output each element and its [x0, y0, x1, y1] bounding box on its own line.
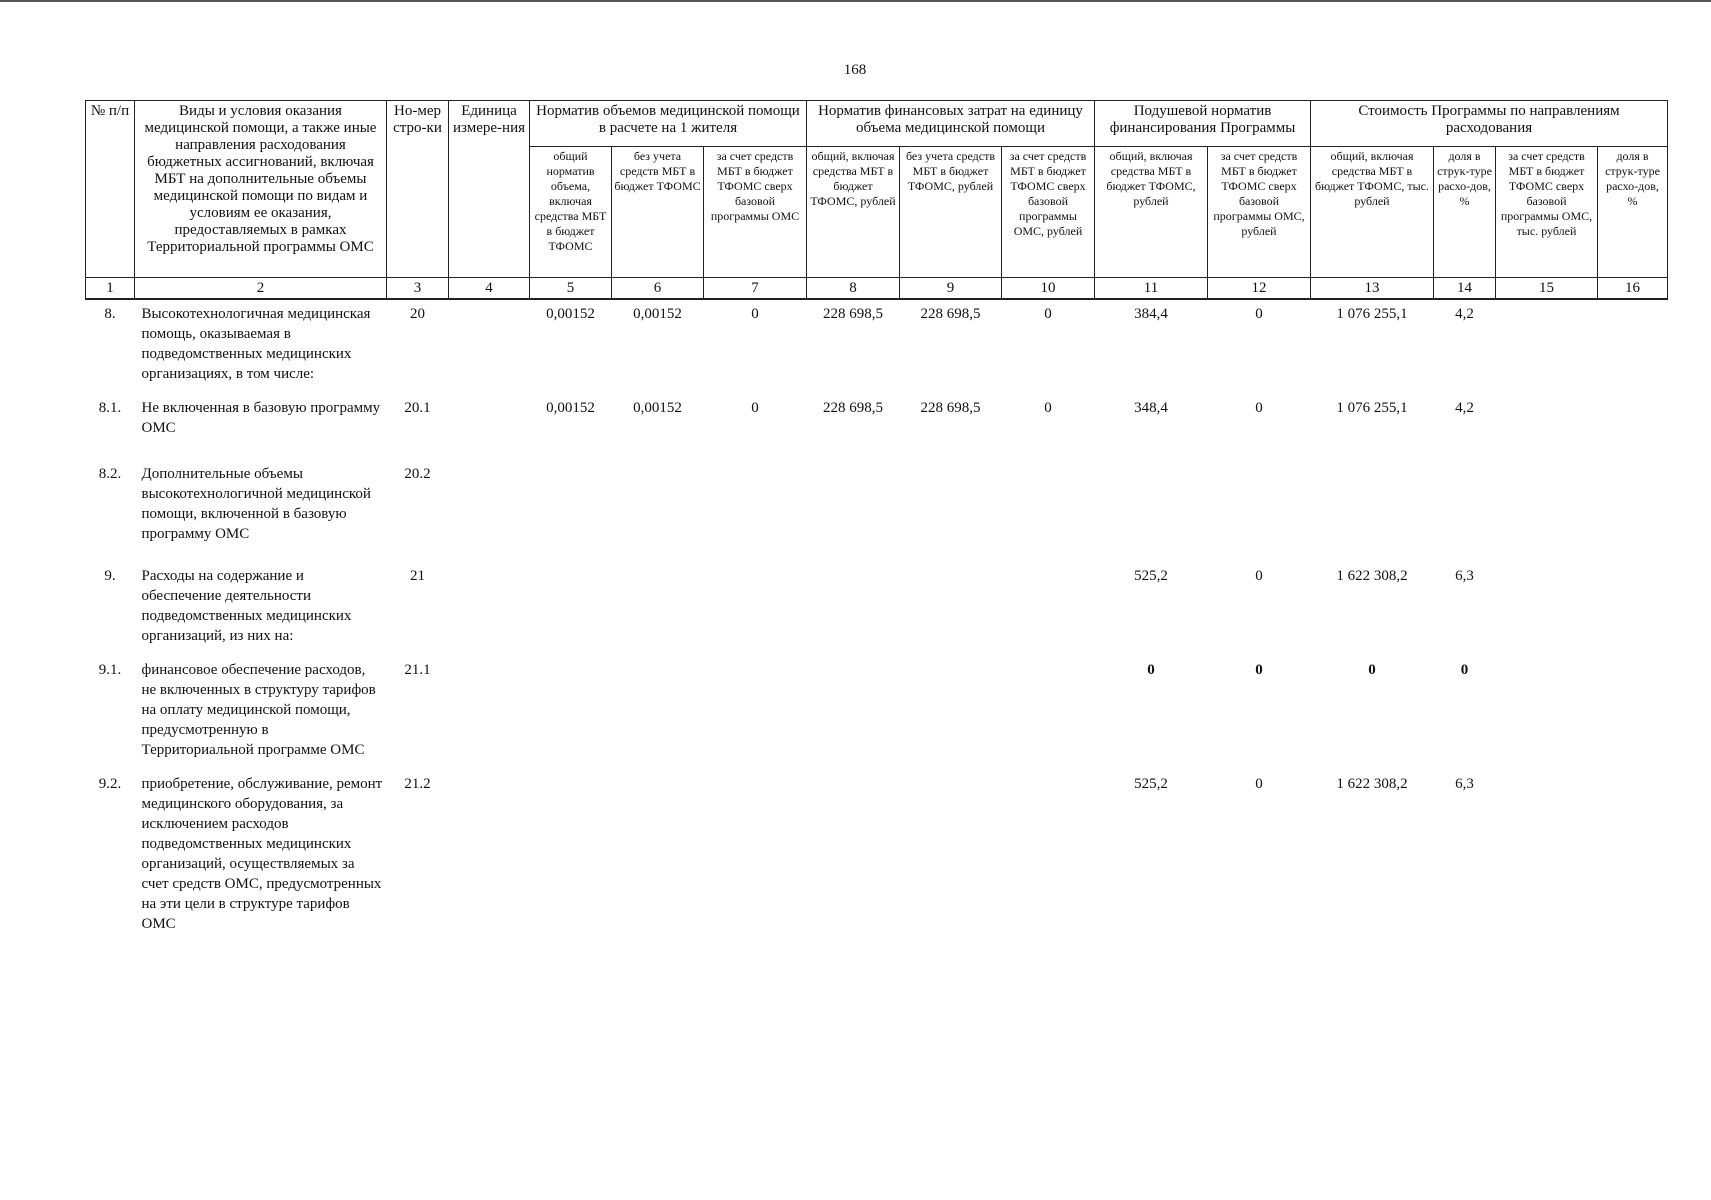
row-description: Не включенная в базовую программу ОМС — [141, 400, 381, 436]
cell-col-7 — [704, 654, 807, 768]
table-row — [86, 768, 1668, 942]
cell-col-11: 525,2 — [1134, 776, 1168, 792]
cell-col-5 — [530, 768, 612, 942]
row-number: 8.1. — [98, 400, 122, 416]
cell-col-8 — [807, 458, 900, 560]
cell-col-6 — [612, 654, 704, 768]
cell-col-6 — [612, 768, 704, 942]
column-number: 16 — [1598, 278, 1668, 300]
cell-col-14: 4,2 — [1455, 306, 1474, 322]
column-number: 3 — [387, 278, 449, 300]
column-number: 5 — [530, 278, 612, 300]
table-row — [86, 458, 1668, 560]
cell-col-5 — [530, 654, 612, 768]
column-number: 12 — [1208, 278, 1311, 300]
cell-col-14: 4,2 — [1455, 400, 1474, 416]
cell-col-7 — [704, 458, 807, 560]
row-description: Дополнительные объемы высокотехнологичной медицинской помощи, включенной в базовую программу ОМС — [141, 466, 371, 542]
row-number: 8. — [104, 306, 116, 322]
row-line-number: 21 — [410, 568, 425, 584]
cell-col-16 — [1598, 768, 1668, 942]
table-row — [86, 560, 1668, 654]
column-number: 6 — [612, 278, 704, 300]
cell-col-6: 0,00152 — [633, 400, 682, 416]
cell-col-16 — [1598, 560, 1668, 654]
header-col-16: доля в струк-туре расхо-дов, % — [1598, 147, 1668, 278]
cell-col-10 — [1002, 654, 1095, 768]
header-col-7: за счет средств МБТ в бюджет ТФОМС сверх базовой программы ОМС — [704, 147, 807, 278]
cell-col-15 — [1496, 392, 1598, 458]
row-description: финансовое обеспечение расходов, не включенных в структуру тарифов на оплату медицинской помощи, предусмотренную в Территориальной программе ОМС — [141, 662, 376, 758]
table-row — [86, 392, 1668, 458]
cell-col-15 — [1496, 560, 1598, 654]
cell-col-9: 228 698,5 — [920, 400, 981, 416]
cell-col-8 — [807, 768, 900, 942]
table-row — [86, 654, 1668, 768]
row-description: приобретение, обслуживание, ремонт медицинского оборудования, за исключением расходов подведомственных медицинских организаций, осуществляемых за счет средств ОМС, предусмотренных на эти цели в структуре тарифов ОМС — [141, 776, 383, 932]
header-group-program-cost: Стоимость Программы по направлениям расходования — [1311, 101, 1668, 147]
cell-col-13: 1 622 308,2 — [1336, 568, 1408, 584]
cell-col-10 — [1002, 458, 1095, 560]
cell-col-16 — [1598, 654, 1668, 768]
cell-col-7 — [704, 768, 807, 942]
cell-col-14: 6,3 — [1455, 776, 1474, 792]
cell-col-15 — [1496, 654, 1598, 768]
cell-col-8: 228 698,5 — [823, 400, 883, 416]
cell-col-12 — [1208, 458, 1311, 560]
cell-col-13: 1 076 255,1 — [1336, 306, 1408, 322]
header-col-12: за счет средств МБТ в бюджет ТФОМС сверх базовой программы ОМС, рублей — [1208, 147, 1311, 278]
row-line-number: 20.1 — [404, 400, 431, 416]
header-number: № п/п — [86, 101, 135, 278]
column-number: 11 — [1095, 278, 1208, 300]
header-col-11: общий, включая средства МБТ в бюджет ТФОМС, рублей — [1095, 147, 1208, 278]
cell-col-7 — [704, 560, 807, 654]
cell-col-16 — [1598, 458, 1668, 560]
cell-col-15 — [1496, 299, 1598, 392]
row-line-number: 20 — [410, 306, 425, 322]
header-row-groups — [86, 101, 1668, 147]
cell-col-12: 0 — [1255, 662, 1263, 678]
cell-col-14 — [1434, 458, 1496, 560]
header-col-10: за счет средств МБТ в бюджет ТФОМС сверх базовой программы ОМС, рублей — [1002, 147, 1095, 278]
column-number: 15 — [1496, 278, 1598, 300]
cell-col-14: 0 — [1460, 662, 1469, 678]
scan-top-border — [0, 0, 1711, 2]
header-row-column-numbers — [86, 278, 1668, 300]
column-number: 14 — [1434, 278, 1496, 300]
row-number: 9.2. — [98, 776, 122, 792]
column-number: 4 — [449, 278, 530, 300]
row-line-number: 21.1 — [404, 662, 431, 678]
header-group-per-capita: Подушевой норматив финансирования Программы — [1095, 101, 1311, 147]
cell-col-11: 384,4 — [1134, 306, 1168, 322]
row-unit — [449, 654, 530, 768]
cell-col-10 — [1002, 560, 1095, 654]
row-description: Расходы на содержание и обеспечение деятельности подведомственных медицинских организаций, из них на: — [141, 568, 352, 644]
cell-col-14: 6,3 — [1455, 568, 1474, 584]
cell-col-10 — [1002, 768, 1095, 942]
cell-col-10: 0 — [1044, 400, 1052, 416]
header-col-5: общий норматив объема, включая средства МБТ в бюджет ТФОМС — [530, 147, 612, 278]
column-number: 7 — [704, 278, 807, 300]
cell-col-13 — [1311, 458, 1434, 560]
header-care-types: Виды и условия оказания медицинской помощи, а также иные направления расходования бюджетных ассигнований, включая МБТ на дополнительные объемы медицинской помощи по видам и условиям ее оказания, предоставляемых в рамках Территориальной программы ОМС — [135, 101, 387, 278]
cell-col-5: 0,00152 — [546, 400, 595, 416]
header-col-15: за счет средств МБТ в бюджет ТФОМС сверх базовой программы ОМС, тыс. рублей — [1496, 147, 1598, 278]
column-number: 8 — [807, 278, 900, 300]
cell-col-12: 0 — [1255, 776, 1263, 792]
page-number: 168 — [843, 62, 867, 78]
cell-col-7: 0 — [751, 306, 759, 322]
column-number: 2 — [135, 278, 387, 300]
cell-col-15 — [1496, 458, 1598, 560]
cell-col-5: 0,00152 — [546, 306, 595, 322]
cell-col-10: 0 — [1044, 306, 1052, 322]
header-col-8: общий, включая средства МБТ в бюджет ТФОМС, рублей — [807, 147, 900, 278]
row-number: 8.2. — [98, 466, 122, 482]
header-col-14: доля в струк-туре расхо-дов, % — [1434, 147, 1496, 278]
cell-col-16 — [1598, 392, 1668, 458]
row-line-number: 21.2 — [404, 776, 431, 792]
row-line-number: 20.2 — [404, 466, 431, 482]
cell-col-7: 0 — [751, 400, 759, 416]
header-col-6: без учета средств МБТ в бюджет ТФОМС — [612, 147, 704, 278]
row-unit — [449, 458, 530, 560]
cell-col-13: 0 — [1368, 662, 1376, 678]
cell-col-12: 0 — [1255, 400, 1263, 416]
cell-col-9 — [900, 654, 1002, 768]
cell-col-11: 348,4 — [1134, 400, 1168, 416]
program-cost-table — [85, 100, 1668, 942]
cell-col-13: 1 076 255,1 — [1336, 400, 1408, 416]
table-row — [86, 299, 1668, 392]
cell-col-6: 0,00152 — [633, 306, 682, 322]
cell-col-8 — [807, 560, 900, 654]
cell-col-11 — [1095, 458, 1208, 560]
cell-col-9: 228 698,5 — [920, 306, 981, 322]
row-unit — [449, 299, 530, 392]
column-number: 10 — [1002, 278, 1095, 300]
cell-col-16 — [1598, 299, 1668, 392]
cell-col-5 — [530, 560, 612, 654]
cell-col-9 — [900, 458, 1002, 560]
cell-col-8 — [807, 654, 900, 768]
column-number: 13 — [1311, 278, 1434, 300]
header-line-number: Но-мер стро-ки — [387, 101, 449, 278]
row-unit — [449, 560, 530, 654]
row-number: 9.1. — [98, 662, 122, 678]
header-col-9: без учета средств МБТ в бюджет ТФОМС, рублей — [900, 147, 1002, 278]
cell-col-11: 525,2 — [1134, 568, 1168, 584]
row-number: 9. — [104, 568, 116, 584]
cell-col-12: 0 — [1255, 306, 1263, 322]
cell-col-13: 1 622 308,2 — [1336, 776, 1408, 792]
row-description: Высокотехнологичная медицинская помощь, оказываемая в подведомственных медицинских организациях, в том числе: — [141, 306, 371, 382]
cell-col-15 — [1496, 768, 1598, 942]
header-unit: Единица измере-ния — [449, 101, 530, 278]
cell-col-9 — [900, 560, 1002, 654]
header-col-13: общий, включая средства МБТ в бюджет ТФОМС, тыс. рублей — [1311, 147, 1434, 278]
header-group-volume-norm: Норматив объемов медицинской помощи в расчете на 1 жителя — [530, 101, 807, 147]
cell-col-9 — [900, 768, 1002, 942]
cell-col-8: 228 698,5 — [823, 306, 883, 322]
row-unit — [449, 392, 530, 458]
column-number: 9 — [900, 278, 1002, 300]
cell-col-11: 0 — [1147, 662, 1155, 678]
row-unit — [449, 768, 530, 942]
cell-col-6 — [612, 458, 704, 560]
cell-col-6 — [612, 560, 704, 654]
header-group-cost-norm: Норматив финансовых затрат на единицу объема медицинской помощи — [807, 101, 1095, 147]
cell-col-5 — [530, 458, 612, 560]
cell-col-12: 0 — [1255, 568, 1263, 584]
column-number: 1 — [86, 278, 135, 300]
